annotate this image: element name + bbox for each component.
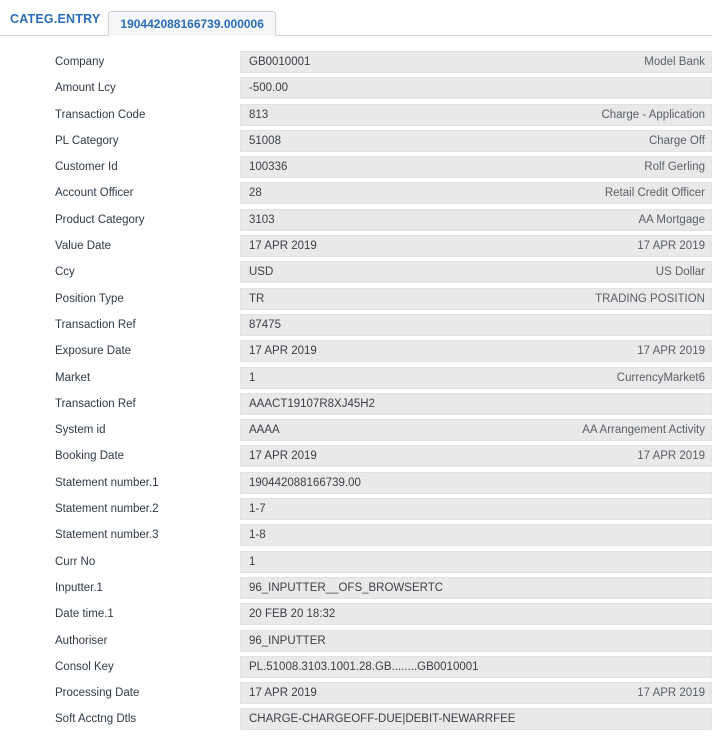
field-value: 1-7 [249,503,266,516]
field-input[interactable] [240,577,712,599]
form-row [0,443,712,469]
field-description: US Dollar [655,266,705,279]
field-input[interactable] [240,524,712,546]
field-value: 87475 [249,318,281,331]
field-input[interactable] [240,393,712,415]
form-row [0,286,712,312]
field-description: Retail Credit Officer [604,187,705,200]
field-description: AA Arrangement Activity [582,424,705,437]
field-input[interactable] [240,551,712,573]
field-label: Transaction Ref [0,391,240,417]
field-input[interactable] [240,708,712,730]
field-description: Rolf Gerling [644,161,705,174]
field-value: 813 [249,108,269,121]
field-value: 1 [249,371,256,384]
field-value: 17 APR 2019 [249,687,317,700]
field-value: 3103 [249,213,275,226]
field-description: TRADING POSITION [595,292,705,305]
field-input[interactable] [240,498,712,520]
field-description: 17 APR 2019 [637,345,705,358]
field-input[interactable] [240,209,712,231]
form-row [0,102,712,128]
field-input[interactable] [240,235,712,257]
form-row [0,470,712,496]
field-label: Processing Date [0,680,240,706]
field-input[interactable] [240,130,712,152]
field-label: Authoriser [0,628,240,654]
field-label: Value Date [0,233,240,259]
field-label: Ccy [0,259,240,285]
field-input[interactable] [240,314,712,336]
form-row [0,128,712,154]
field-input[interactable] [240,261,712,283]
field-label: Amount Lcy [0,75,240,101]
field-input[interactable] [240,682,712,704]
field-label: Soft Acctng Dtls [0,706,240,732]
field-description: AA Mortgage [638,213,705,226]
field-value: 17 APR 2019 [249,240,317,253]
field-label: Transaction Ref [0,312,240,338]
field-label: Company [0,49,240,75]
form-row [0,154,712,180]
field-input[interactable] [240,288,712,310]
field-input[interactable] [240,367,712,389]
field-label: Transaction Code [0,102,240,128]
form-row [0,75,712,101]
field-input[interactable] [240,630,712,652]
field-value: 51008 [249,134,281,147]
field-input[interactable] [240,156,712,178]
form-row [0,522,712,548]
field-value: GB0010001 [249,56,311,68]
field-description: Model Bank [644,56,705,68]
field-value: -500.00 [249,82,289,95]
field-label: PL Category [0,128,240,154]
field-input[interactable] [240,51,712,73]
field-input[interactable] [240,419,712,441]
field-value: 20 FEB 20 18:32 [249,608,336,621]
field-input[interactable] [240,472,712,494]
field-value: 1 [249,555,256,568]
field-label: Date time.1 [0,601,240,627]
field-value: 100336 [249,161,288,174]
field-value: TR [249,292,265,305]
field-input[interactable] [240,656,712,678]
field-value: PL.51008.3103.1001.28.GB........GB0010001 [249,660,479,673]
field-label: Statement number.2 [0,496,240,522]
field-label: Statement number.1 [0,470,240,496]
field-description: Charge - Application [601,108,705,121]
field-input[interactable] [240,182,712,204]
field-value: 96_INPUTTER [249,634,326,647]
field-value: AAAA [249,424,280,437]
form-row [0,496,712,522]
field-label: Consol Key [0,654,240,680]
field-value: CHARGE-CHARGEOFF-DUE|DEBIT-NEWARRFEE [249,713,516,726]
field-label: Market [0,365,240,391]
field-input[interactable] [240,340,712,362]
field-value: 28 [249,187,262,200]
field-label: System id [0,417,240,443]
field-value: 17 APR 2019 [249,450,317,463]
field-input[interactable] [240,77,712,99]
field-input[interactable] [240,104,712,126]
form-row [0,259,712,285]
field-description: Charge Off [648,134,705,147]
field-description: 17 APR 2019 [637,450,705,463]
form-row [0,365,712,391]
field-label: Product Category [0,207,240,233]
record-header [0,0,712,36]
form-row [0,180,712,206]
field-label: Inputter.1 [0,575,240,601]
field-value: AAACT19107R8XJ45H2 [249,397,375,410]
form-row [0,312,712,338]
field-label: Booking Date [0,443,240,469]
form-row [0,233,712,259]
field-value: 190442088166739.00 [249,476,361,489]
field-description: 17 APR 2019 [637,687,705,700]
field-value: USD [249,266,274,279]
form-row [0,49,712,75]
form-row [0,417,712,443]
field-description: 17 APR 2019 [637,240,705,253]
field-label: Customer Id [0,154,240,180]
field-value: 17 APR 2019 [249,345,317,358]
field-description: CurrencyMarket6 [616,371,705,384]
field-value: 1-8 [249,529,266,542]
page-title: CATEG.ENTRY [10,12,101,26]
field-label: Position Type [0,286,240,312]
field-label: Exposure Date [0,338,240,364]
field-input[interactable] [240,603,712,625]
field-value: 96_INPUTTER__OFS_BROWSERTC [249,581,444,594]
form-row [0,207,712,233]
field-input[interactable] [240,445,712,467]
form-row [0,628,712,654]
record-detail-form [0,36,712,732]
field-label: Account Officer [0,180,240,206]
form-row [0,654,712,680]
field-label: Statement number.3 [0,522,240,548]
form-row [0,601,712,627]
tab-record-id[interactable]: 190442088166739.000006 [108,11,275,36]
form-row [0,706,712,732]
form-row [0,575,712,601]
form-row [0,549,712,575]
form-row [0,338,712,364]
form-row [0,680,712,706]
form-row [0,391,712,417]
field-label: Curr No [0,549,240,575]
